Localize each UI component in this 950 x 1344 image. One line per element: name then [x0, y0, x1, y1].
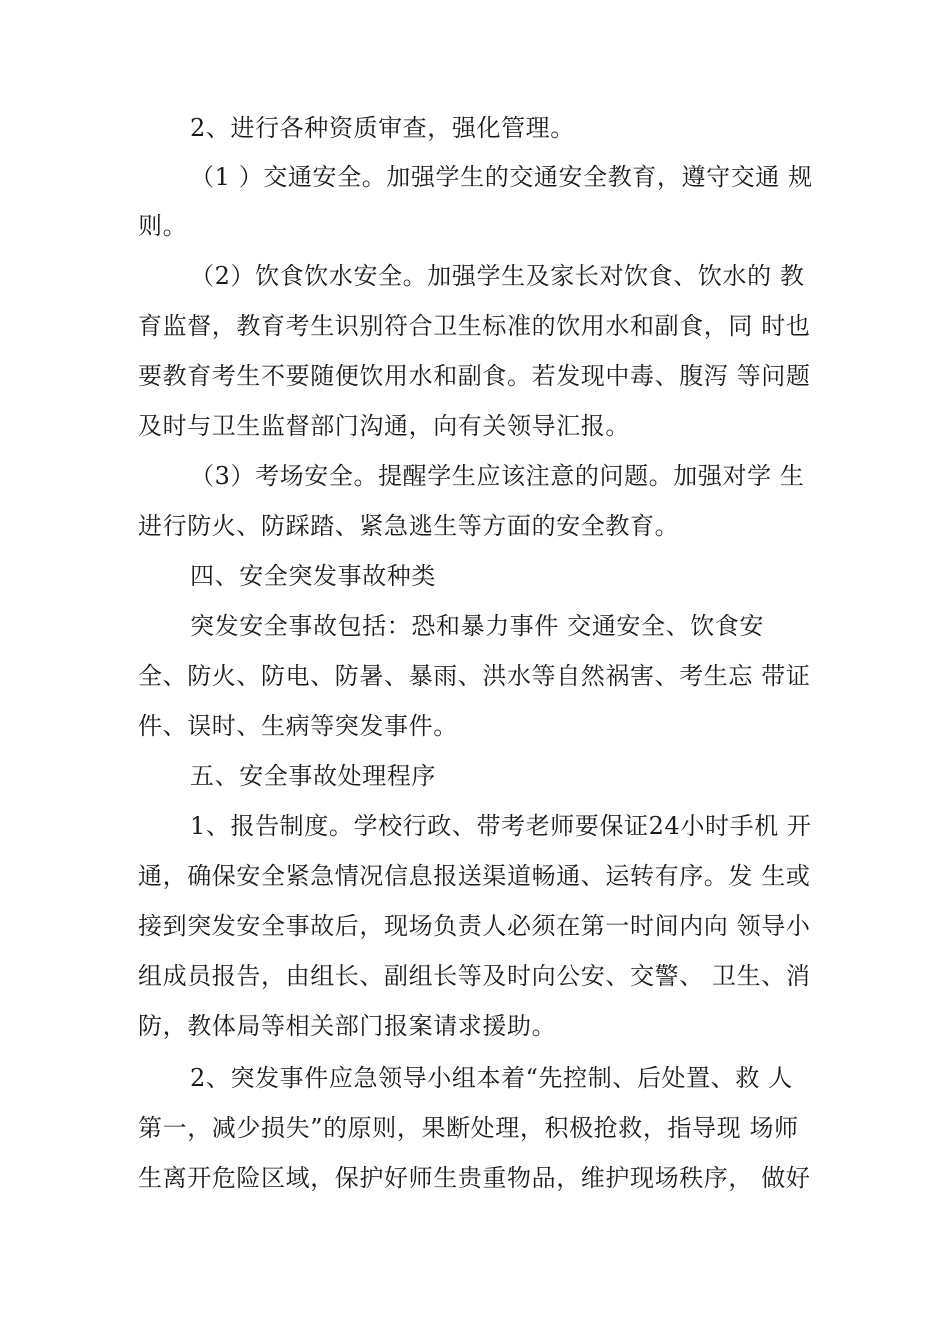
- text-line: 进行防火、防踩踏、紧急逃生等方面的安全教育。: [138, 512, 680, 540]
- text-line: 接到突发安全事故后，现场负责人必须在第一时间内向 领导小: [138, 912, 811, 940]
- text-line: 则。: [138, 212, 188, 240]
- text-line: 要教育考生不要随便饮用水和副食。若发现中毒、腹泻 等问题: [138, 362, 811, 390]
- text-line: （1 ）交通安全。加强学生的交通安全教育，遵守交通 规: [190, 163, 813, 191]
- text-line: 2、进行各种资质审查，强化管理。: [190, 114, 575, 142]
- section-heading: 四、安全突发事故种类: [190, 562, 436, 590]
- text-line: 生离开危险区域，保护好师生贵重物品，维护现场秩序， 做好: [138, 1164, 811, 1192]
- text-line: 1、报告制度。学校行政、带考老师要保证24小时手机 开: [190, 812, 812, 840]
- text-line: 突发安全事故包括：恐和暴力事件 交通安全、饮食安: [190, 612, 765, 640]
- text-line: 及时与卫生监督部门沟通，向有关领导汇报。: [138, 412, 630, 440]
- text-line: （3）考场安全。提醒学生应该注意的问题。加强对学 生: [190, 462, 805, 490]
- section-heading: 五、安全事故处理程序: [190, 762, 436, 790]
- text-line: 全、防火、防电、防暑、暴雨、洪水等自然祸害、考生忘 带证: [138, 662, 811, 690]
- text-line: 第一，减少损失”的原则，果断处理，积极抢救，指导现 场师: [138, 1114, 799, 1142]
- text-line: （2）饮食饮水安全。加强学生及家长对饮食、饮水的 教: [190, 262, 805, 290]
- text-line: 件、误时、生病等突发事件。: [138, 712, 458, 740]
- text-line: 组成员报告，由组长、副组长等及时向公安、交警、 卫生、消: [138, 962, 811, 990]
- text-line: 通，确保安全紧急情况信息报送渠道畅通、运转有序。发 生或: [138, 862, 811, 890]
- text-line: 防，教体局等相关部门报案请求援助。: [138, 1012, 557, 1040]
- text-line: 育监督，教育考生识别符合卫生标准的饮用水和副食，同 时也: [138, 312, 811, 340]
- text-line: 2、突发事件应急领导小组本着“先控制、后处置、救 人: [190, 1064, 793, 1092]
